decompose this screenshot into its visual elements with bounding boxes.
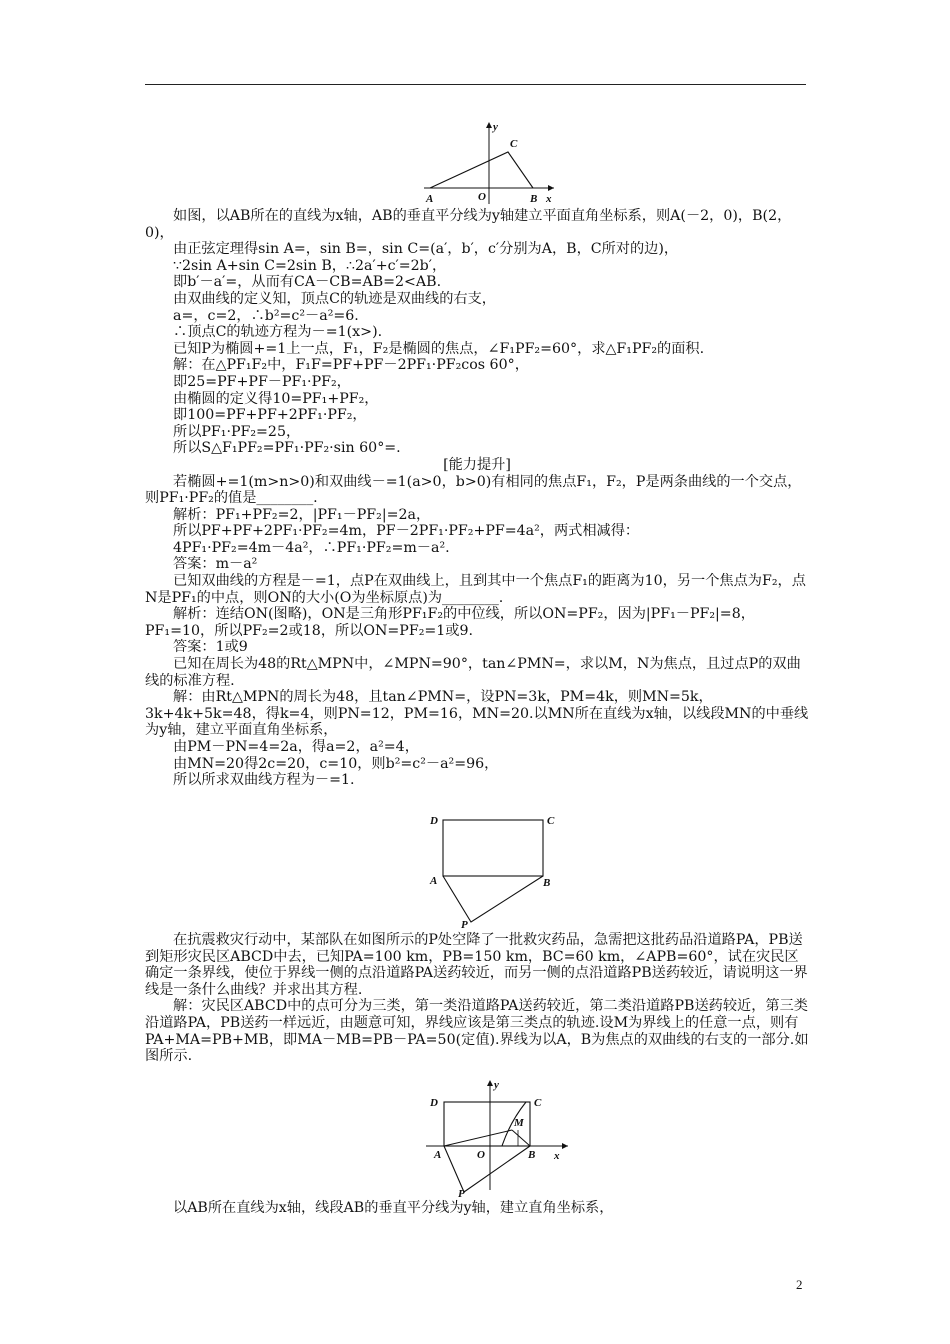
paragraph: ∴顶点C的轨迹方程为－=1(x>). (173, 324, 383, 341)
paragraph: 解：在△PF₁F₂中，F₁F=PF+PF－2PF₁·PF₂cos 60°， (173, 357, 529, 374)
label-p: P (458, 1188, 465, 1200)
label-b: B (530, 193, 538, 205)
header-rule (145, 84, 806, 85)
label-c: C (510, 138, 518, 150)
label-d: D (430, 815, 438, 827)
paragraph: 由正弦定理得sin A=，sin B=，sin C=(a′，b′，c′分别为A，B，C所对的边)， (173, 241, 679, 258)
label-b: B (543, 877, 551, 889)
paragraph: 解：由Rt△MPN的周长为48，且tan∠PMN=，设PN=3k，PM=4k，则MN=5k，3k+4k+5k=48，得k=4，则PN=12，PM=16，MN=20.以MN所在直线为x轴，以线段MN的中垂线为y轴，建立平面直角坐标系， (145, 689, 809, 739)
paragraph: 以AB所在直线为x轴，线段AB的垂直平分线为y轴，建立直角坐标系， (173, 1200, 614, 1216)
paragraph: 即25=PF+PF－PF₁·PF₂， (173, 373, 351, 390)
paragraph: 由双曲线的定义知，顶点C的轨迹是双曲线的右支， (173, 290, 496, 307)
rectangle-abcd-diagram (425, 810, 565, 930)
label-p: P (461, 919, 468, 931)
figure-boundary-curve (422, 1078, 572, 1198)
paragraph: 即100=PF+PF+2PF₁·PF₂， (173, 407, 367, 424)
label-o: O (478, 191, 486, 203)
label-m: M (514, 1117, 524, 1129)
paragraph: 若椭圆+=1(m>n>0)和双曲线－=1(a>0，b>0)有相同的焦点F₁，F₂，P是两条曲线的一个交点，则PF₁·PF₂的值是________. (145, 473, 802, 507)
paragraph: 已知双曲线的方程是－=1，点P在双曲线上，且到其中一个焦点F₁的距离为10，另一个焦点为F₂，点N是PF₁的中点，则ON的大小(O为坐标原点)为________. (145, 573, 806, 606)
paragraph: ∵2sin A+sin C=2sin B，∴2a′+c′=2b′， (173, 257, 447, 274)
text-block-1 (145, 208, 809, 789)
paragraph: 如图，以AB所在的直线为x轴，AB的垂直平分线为y轴建立平面直角坐标系，则A(－2，0)，B(2，0)， (145, 208, 792, 241)
paragraph: 由MN=20得2c=20，c=10，则b²=c²－a²=96， (173, 755, 499, 772)
paragraph: 4PF₁·PF₂=4m－4a²，∴PF₁·PF₂=m－a². (173, 539, 450, 556)
triangle-abc-diagram (420, 118, 560, 208)
paragraph: 即b′－a′=，从而有CA－CB=AB=2<AB. (173, 274, 442, 291)
paragraph: 解析：PF₁+PF₂=2，|PF₁－PF₂|=2a， (173, 506, 431, 523)
paragraph: 在抗震救灾行动中，某部队在如图所示的P处空降了一批救灾药品，急需把这批药品沿道路PA，PB送到矩形灾民区ABCD中去，已知PA=100 km，PB=150 km，BC=60 km，∠APB=60°，试在灾民区确定一条界线，使位于界线一侧的点沿道路PA送药较近，而另一侧的点沿道路PB送药较近，请说明这一界线是一条什么曲线？并求出其方程. (145, 932, 808, 998)
section-heading: [能力提升] (443, 456, 511, 473)
label-d: D (430, 1097, 438, 1109)
paragraph: 答案：m－a² (173, 556, 258, 573)
label-b: B (528, 1149, 536, 1161)
paragraph: 解析：连结ON(图略)，ON是三角形PF₁F₂的中位线，所以ON=PF₂，因为|PF₁－PF₂|=8，PF₁=10，所以PF₂=2或18，所以ON=PF₂=1或9. (145, 606, 755, 639)
paragraph: 所以PF₁·PF₂=25， (173, 423, 301, 440)
page-number: 2 (796, 1277, 803, 1292)
label-y: y (493, 121, 498, 133)
label-a: A (434, 1149, 442, 1161)
paragraph: 由PM－PN=4=2a，得a=2，a²=4， (173, 739, 419, 755)
label-a: A (426, 193, 434, 205)
label-c: C (547, 815, 555, 827)
label-y: y (494, 1079, 499, 1091)
label-o: O (477, 1149, 485, 1161)
label-c: C (534, 1097, 542, 1109)
paragraph: 已知P为椭圆+=1上一点，F₁，F₂是椭圆的焦点，∠F₁PF₂=60°，求△F₁PF₂的面积. (173, 340, 705, 357)
boundary-curve-diagram (422, 1078, 572, 1198)
text-block-4 (145, 1200, 809, 1217)
paragraph: 答案：1或9 (173, 639, 248, 656)
label-a: A (430, 875, 438, 887)
text-block-3 (145, 932, 809, 1065)
paragraph: 所以所求双曲线方程为－=1. (173, 772, 355, 789)
paragraph: 所以PF+PF+2PF₁·PF₂=4m，PF－2PF₁·PF₂+PF=4a²，两式相减得： (173, 523, 640, 540)
label-x: x (554, 1150, 560, 1162)
paragraph: 所以S△F₁PF₂=PF₁·PF₂·sin 60°=. (173, 440, 401, 457)
paragraph: a=，c=2，∴b²=c²－a²=6. (173, 307, 359, 324)
label-x: x (546, 193, 552, 205)
figure-triangle-abc (420, 118, 560, 208)
paragraph: 解：灾民区ABCD中的点可分为三类，第一类沿道路PA送药较近，第二类沿道路PB送药较近，第三类沿道路PA，PB送药一样远近，由题意可知，界线应该是第三类点的轨迹.设M为界线上的任意一点，则有PA+MA=PB+MB，即MA－MB=PB－PA=50(定值).界线为以A，B为焦点的双曲线的右支的一部分.如图所示. (145, 998, 809, 1065)
figure-rectangle-abcd (425, 810, 565, 930)
paragraph: 已知在周长为48的Rt△MPN中，∠MPN=90°，tan∠PMN=，求以M，N为焦点，且过点P的双曲线的标准方程. (145, 656, 801, 689)
paragraph: 由椭圆的定义得10=PF₁+PF₂， (173, 390, 379, 407)
